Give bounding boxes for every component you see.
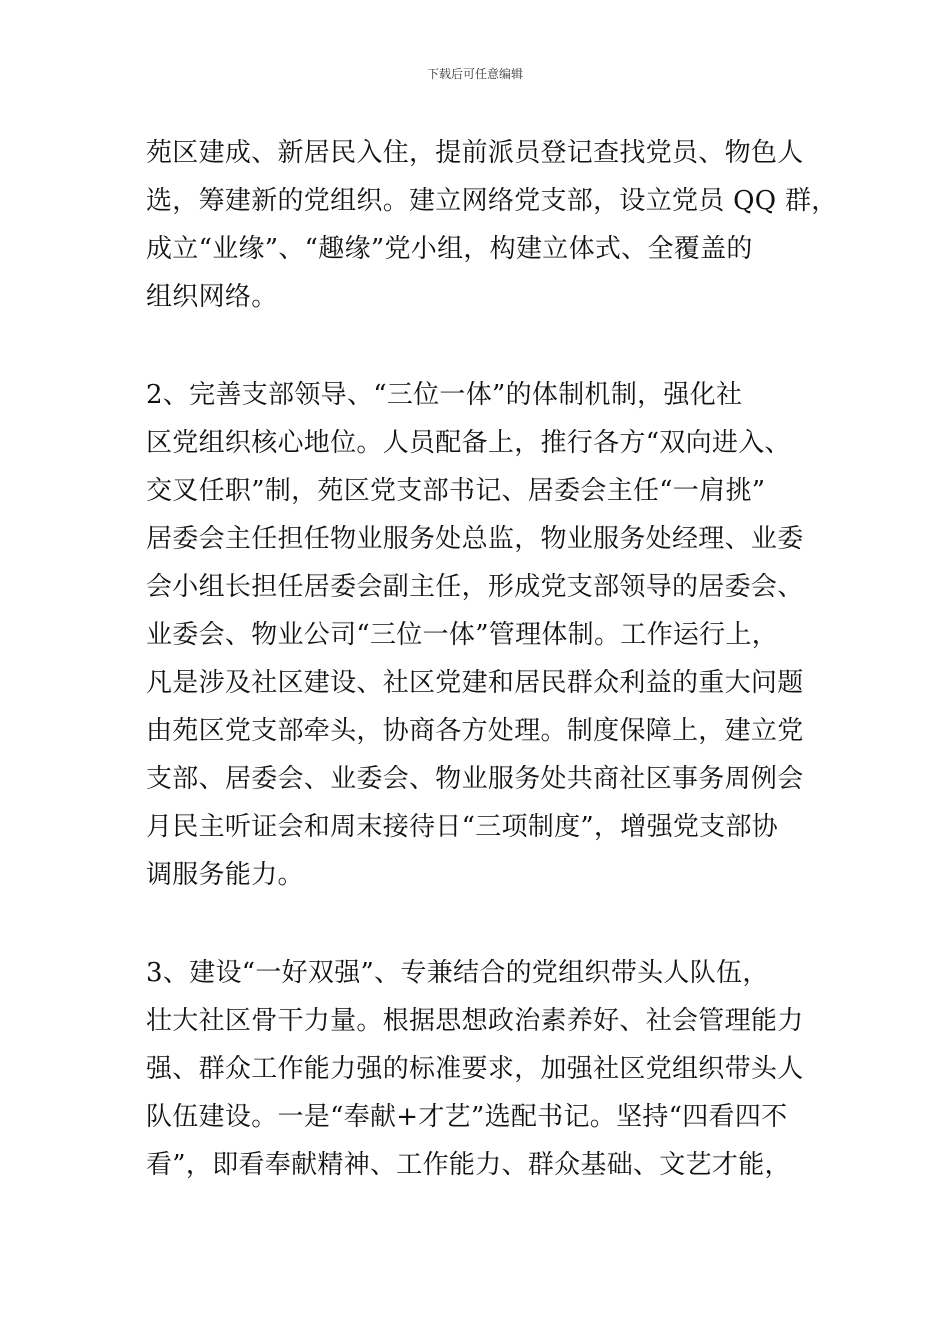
text-line: 凡是涉及社区建设、社区党建和居民群众利益的重大问题 xyxy=(146,668,804,698)
paragraph-gap xyxy=(146,899,816,949)
text-line: 支部、居委会、业委会、物业服务处共商社区事务周例会 xyxy=(146,764,804,794)
text-line: 壮大社区骨干力量。根据思想政治素养好、社会管理能力 xyxy=(146,1006,804,1036)
text-line: 由苑区党支部牵头，协商各方处理。制度保障上，建立党 xyxy=(146,716,804,746)
text-line: 业委会、物业公司“三位一体”管理体制。工作运行上， xyxy=(146,620,779,650)
paragraph-3 xyxy=(146,949,816,1189)
page-header: 下载后可任意编辑 xyxy=(426,67,523,81)
text-line: 交叉任职”制，苑区党支部书记、居委会主任“一肩挑” xyxy=(146,476,766,506)
text-line: 成立“业缘”、“趣缘”党小组，构建立体式、全覆盖的 xyxy=(146,234,753,264)
text-line: 3、建设“一好双强”、专兼结合的党组织带头人队伍， xyxy=(146,958,769,988)
text-line: 区党组织核心地位。人员配备上，推行各方“双向进入、 xyxy=(146,428,791,458)
text-line: 组织网络。 xyxy=(146,282,278,312)
paragraph-1 xyxy=(146,129,838,321)
text-line: 2、完善支部领导、“三位一体”的体制机制，强化社 xyxy=(146,380,743,410)
paragraph-2 xyxy=(146,371,816,899)
document-body xyxy=(146,129,838,1189)
text-line: 月民主听证会和周末接待日“三项制度”，增强党支部协 xyxy=(146,812,779,842)
text-line: 居委会主任担任物业服务处总监，物业服务处经理、业委 xyxy=(146,524,804,554)
text-line: 调服务能力。 xyxy=(146,860,304,890)
text-line: 选，筹建新的党组织。建立网络党支部，设立党员 QQ 群， xyxy=(146,186,838,216)
text-line: 强、群众工作能力强的标准要求，加强社区党组织带头人 xyxy=(146,1054,804,1084)
text-line: 看”，即看奉献精神、工作能力、群众基础、文艺才能， xyxy=(146,1150,791,1180)
paragraph-gap xyxy=(146,321,816,371)
text-line: 会小组长担任居委会副主任，形成党支部领导的居委会、 xyxy=(146,572,804,602)
text-line: 苑区建成、新居民入住，提前派员登记查找党员、物色人 xyxy=(146,138,804,168)
text-line: 队伍建设。一是“奉献+才艺”选配书记。坚持“四看四不 xyxy=(146,1102,788,1132)
